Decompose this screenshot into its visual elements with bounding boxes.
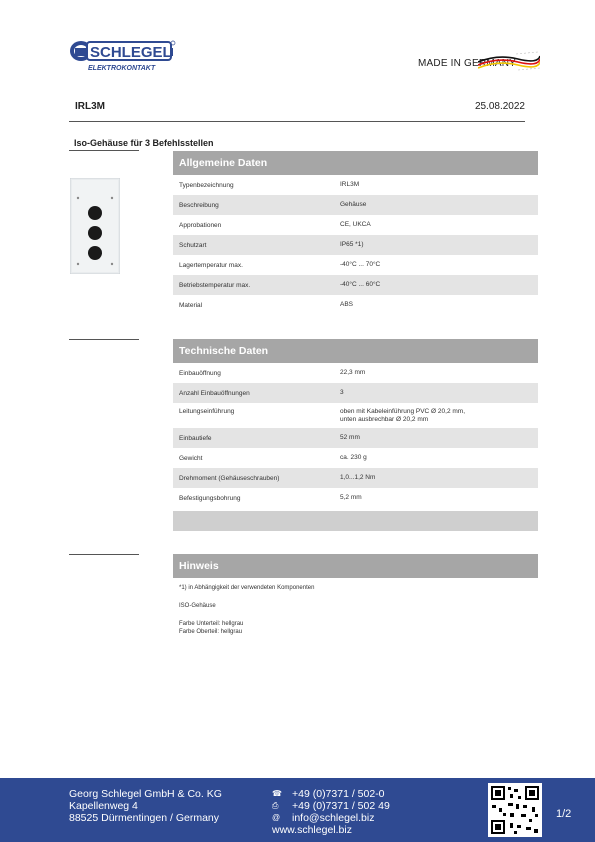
qr-code-icon: [488, 783, 542, 837]
row-key: Betriebstemperatur max.: [179, 281, 251, 289]
row-key: Gewicht: [179, 454, 203, 462]
table-row: [173, 448, 538, 468]
general-data-heading: Allgemeine Daten: [173, 151, 538, 175]
row-key: Leitungseinführung: [179, 408, 235, 415]
document-code: IRL3M: [75, 101, 105, 112]
page-number: 1/2: [556, 808, 572, 820]
row-key: Befestigungsbohrung: [179, 494, 241, 502]
table-row: [173, 215, 538, 235]
table-row: [173, 255, 538, 275]
email-link[interactable]: info@schlegel.biz: [292, 812, 375, 824]
row-value: 52 mm: [340, 434, 360, 441]
page-title: Iso-Gehäuse für 3 Befehlsstellen: [74, 138, 214, 148]
table-row: [173, 235, 538, 255]
document-header: [69, 96, 525, 122]
phone-icon: ☎: [272, 789, 282, 798]
row-value: 22,3 mm: [340, 369, 366, 376]
divider: [69, 554, 139, 555]
phone-number[interactable]: +49 (0)7371 / 502-0: [292, 788, 385, 800]
row-value: 5,2 mm: [340, 494, 362, 501]
company-name: Georg Schlegel GmbH & Co. KG: [69, 788, 222, 800]
table-row: [173, 195, 538, 215]
table-row: [173, 363, 538, 383]
german-flag-icon: [478, 50, 540, 74]
document-date: 25.08.2022: [474, 101, 525, 112]
hint-heading: Hinweis: [173, 554, 538, 578]
fax-icon: ⎙: [272, 801, 279, 810]
row-value: 3: [340, 389, 344, 396]
row-value: -40°C ... 70°C: [340, 261, 381, 268]
svg-text:SCHLEGEL: SCHLEGEL: [90, 44, 172, 61]
row-value: IP65 *1): [340, 241, 364, 248]
technical-data-section: [173, 339, 538, 531]
row-value: 1,0...1,2 Nm: [340, 474, 376, 481]
svg-text:ELEKTROKONTAKT: ELEKTROKONTAKT: [88, 65, 156, 72]
row-value: oben mit Kabeleinführung PVC Ø 20,2 mm, unten ausbrechbar Ø 20,2 mm: [340, 408, 466, 423]
schlegel-logo: [69, 38, 177, 72]
footer: [0, 778, 595, 842]
hint-note: Farbe Unterteil: hellgrau Farbe Oberteil: hellgrau: [179, 621, 244, 635]
email-icon: @: [272, 813, 281, 822]
row-key: Einbautiefe: [179, 434, 212, 442]
table-row: [173, 383, 538, 403]
row-value: CE, UKCA: [340, 221, 371, 228]
table-row: [173, 295, 538, 315]
row-key: Schutzart: [179, 241, 207, 249]
table-row: [173, 428, 538, 448]
row-key: Approbationen: [179, 221, 222, 229]
footer-contact: [272, 788, 390, 836]
row-key: Anzahl Einbauöffnungen: [179, 389, 250, 397]
row-value: -40°C ... 60°C: [340, 281, 381, 288]
hint-note: ISO-Gehäuse: [179, 603, 216, 609]
city: 88525 Dürmentingen / Germany: [69, 812, 219, 824]
table-row: [173, 175, 538, 195]
row-value: ABS: [340, 301, 354, 308]
technical-data-heading: Technische Daten: [173, 339, 538, 363]
table-row: [173, 275, 538, 295]
general-data-section: [173, 151, 538, 315]
fax-number: +49 (0)7371 / 502 49: [292, 800, 390, 812]
row-value: ca. 230 g: [340, 454, 367, 461]
table-row: [173, 488, 538, 508]
divider: [69, 150, 139, 151]
product-image: [70, 178, 120, 274]
row-key: Material: [179, 301, 203, 309]
row-key: Typenbezeichnung: [179, 181, 234, 189]
blank-bar: [173, 511, 538, 531]
divider: [69, 339, 139, 340]
row-key: Drehmoment (Gehäuseschrauben): [179, 474, 280, 482]
row-key: Beschreibung: [179, 201, 219, 209]
website-link[interactable]: www.schlegel.biz: [272, 824, 352, 836]
street: Kapellenweg 4: [69, 800, 138, 812]
table-row: [173, 468, 538, 488]
made-in-germany-label: MADE IN GERMANY: [418, 58, 517, 69]
row-value: IRL3M: [340, 181, 360, 188]
hint-note: *1) in Abhängigkeit der verwendeten Komponenten: [179, 585, 315, 591]
row-key: Einbauöffnung: [179, 369, 221, 377]
row-value: Gehäuse: [340, 201, 367, 208]
hint-section: [173, 554, 538, 578]
footer-address: [69, 788, 222, 824]
row-key: Lagertemperatur max.: [179, 261, 243, 269]
table-row: [173, 403, 538, 428]
